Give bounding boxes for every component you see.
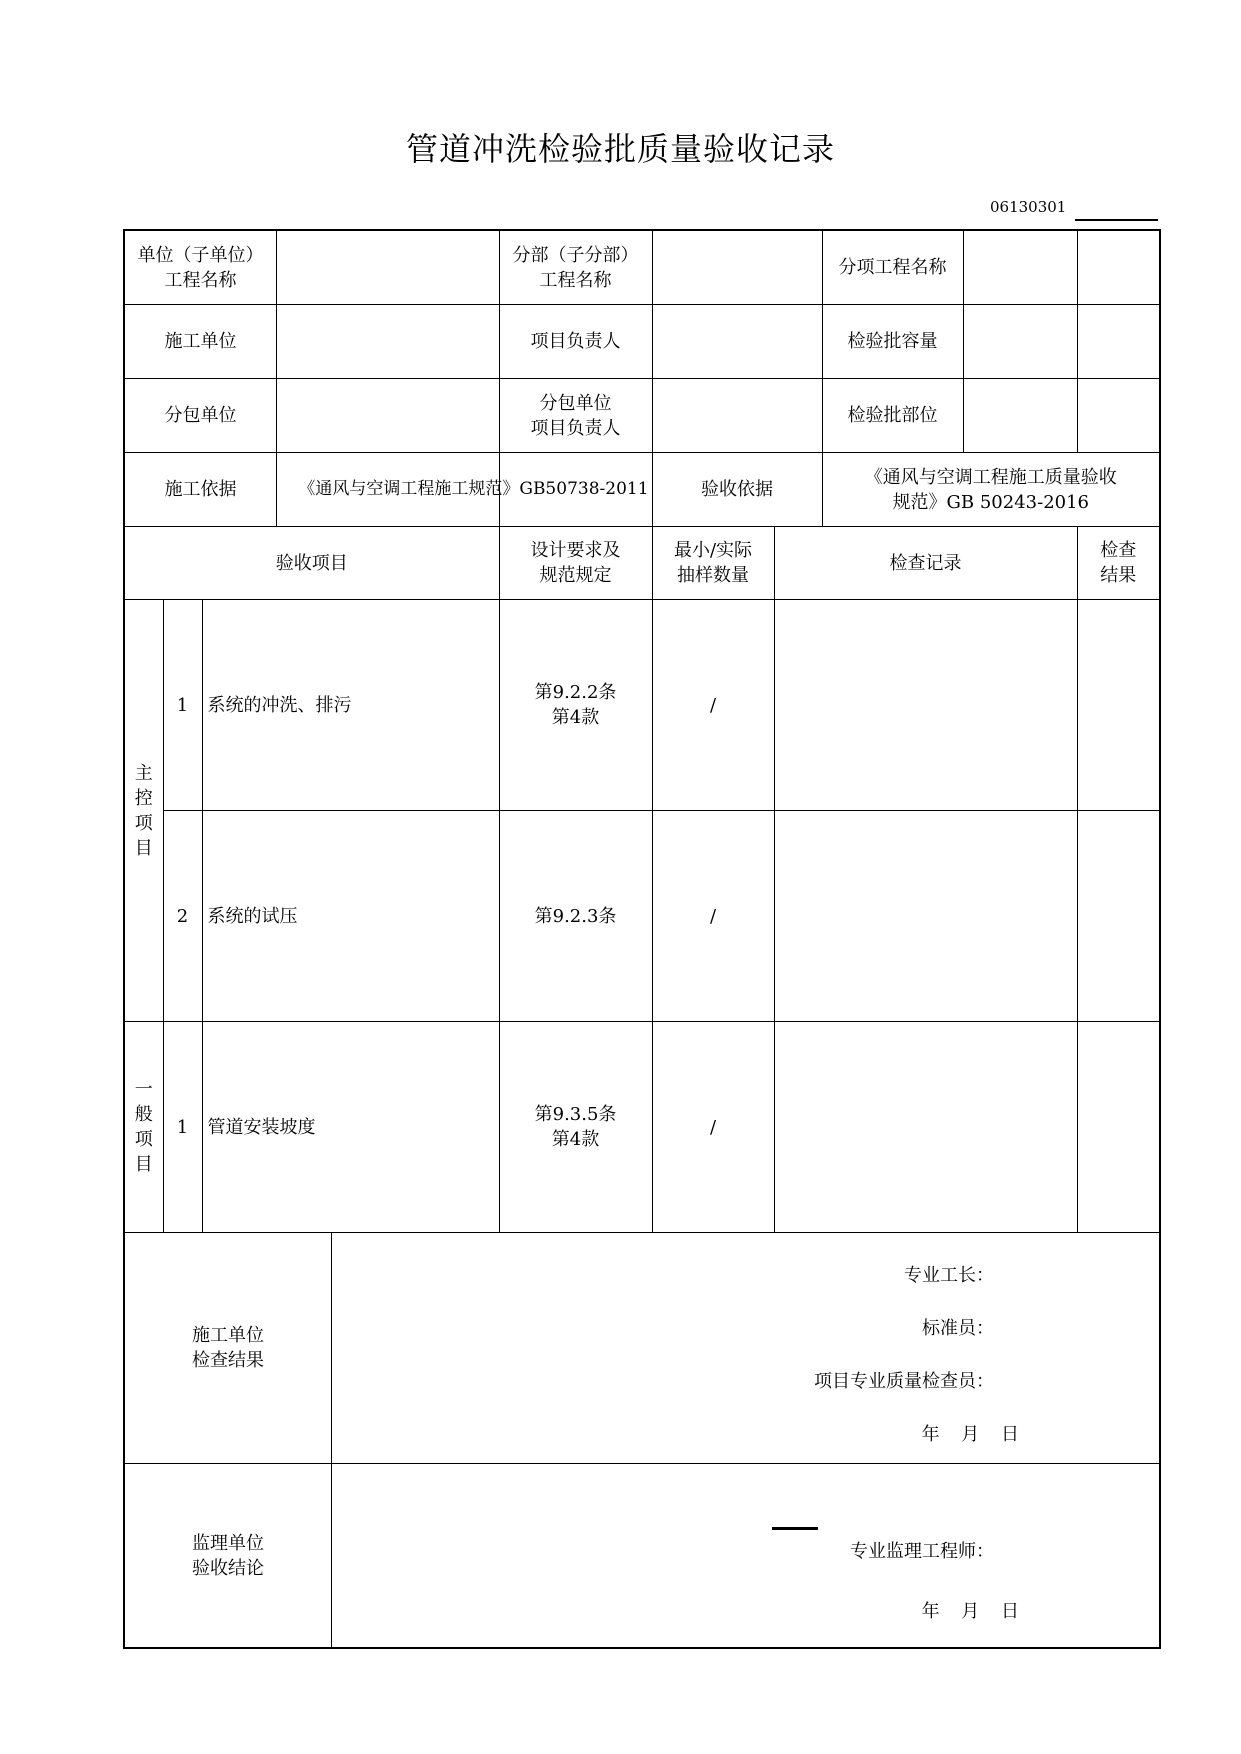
col-item: 验收项目 — [124, 527, 499, 600]
batch-location-label: 检验批部位 — [822, 379, 1077, 453]
col-record: 检查记录 — [774, 527, 1077, 600]
batch-location-value[interactable] — [1077, 379, 1160, 453]
main-item-row — [124, 811, 1160, 1022]
col-design: 设计要求及 规范规定 — [499, 527, 652, 600]
main-item-row — [124, 600, 1160, 811]
item-number: 2 — [163, 811, 202, 1022]
item-sample[interactable]: / — [652, 600, 774, 811]
construction-basis-value: 《通风与空调工程施工规范》GB50738-2011 — [276, 453, 499, 526]
foreman-signature: 专业工长： — [904, 1265, 995, 1286]
supervising-engineer-signature: 专业监理工程师： — [850, 1541, 995, 1562]
batch-capacity-value-left — [963, 305, 1077, 378]
batch-location-value-left — [963, 379, 1077, 452]
standard-officer-signature: 标准员： — [922, 1318, 995, 1339]
contractor-check-body[interactable] — [331, 1233, 1159, 1463]
item-name: 管道安装坡度 — [202, 1022, 499, 1233]
form-code: 06130301 — [990, 198, 1067, 216]
header-row-subcontractor — [124, 379, 1160, 453]
contractor-check-label: 施工单位 检查结果 — [192, 1325, 264, 1371]
pm-value[interactable] — [652, 305, 822, 379]
subitem-name-value[interactable] — [1077, 230, 1160, 305]
supervisor-date: 年 月 日 — [921, 1601, 1020, 1622]
division-name-value[interactable] — [652, 230, 822, 305]
contractor-check-cell — [124, 1233, 1160, 1464]
inspection-form-table — [123, 229, 1161, 1649]
header-row-basis — [124, 453, 1160, 527]
batch-capacity-value[interactable] — [1077, 305, 1160, 379]
subcontractor-value[interactable] — [276, 379, 499, 452]
quality-inspector-signature: 项目专业质量检查员： — [814, 1371, 995, 1392]
item-number: 1 — [163, 1022, 202, 1233]
header-row-project — [124, 230, 1160, 305]
page-title: 管道冲洗检验批质量验收记录 — [405, 130, 835, 168]
division-name-label: 分部（子分部） 工程名称 — [499, 230, 652, 305]
acceptance-basis-label: 验收依据 — [652, 453, 822, 527]
supervisor-conclusion-body[interactable] — [331, 1464, 1159, 1647]
item-result[interactable] — [1077, 600, 1160, 811]
acceptance-basis-value: 《通风与空调工程施工质量验收 规范》GB 50243-2016 — [822, 453, 1160, 527]
item-number: 1 — [163, 600, 202, 811]
sub-pm-label: 分包单位 项目负责人 — [499, 379, 652, 453]
main-items-label: 主 控 项 目 — [124, 600, 163, 1022]
contractor-value[interactable] — [276, 305, 499, 378]
item-sample[interactable]: / — [652, 811, 774, 1022]
subitem-name-value-left — [963, 231, 1077, 304]
dash-mark — [772, 1527, 818, 1530]
contractor-label: 施工单位 — [124, 305, 499, 379]
col-sample: 最小/实际 抽样数量 — [652, 527, 774, 600]
col-result: 检查 结果 — [1077, 527, 1160, 600]
item-result[interactable] — [1077, 1022, 1160, 1233]
sub-pm-value[interactable] — [652, 379, 822, 453]
batch-capacity-label: 检验批容量 — [822, 305, 1077, 379]
contractor-check-row — [124, 1233, 1160, 1464]
item-spec: 第9.2.3条 — [499, 811, 652, 1022]
item-record[interactable] — [774, 600, 1077, 811]
form-code-underline — [1075, 219, 1158, 221]
item-result[interactable] — [1077, 811, 1160, 1022]
subitem-name-label: 分项工程名称 — [822, 230, 1077, 305]
pm-label: 项目负责人 — [499, 305, 652, 379]
item-name: 系统的冲洗、排污 — [202, 600, 499, 811]
unit-name-label: 单位（子单位） 工程名称 — [124, 230, 499, 305]
item-record[interactable] — [774, 811, 1077, 1022]
column-header-row — [124, 527, 1160, 600]
header-row-contractor — [124, 305, 1160, 379]
item-spec: 第9.2.2条 第4款 — [499, 600, 652, 811]
general-item-row — [124, 1022, 1160, 1233]
item-sample[interactable]: / — [652, 1022, 774, 1233]
supervisor-conclusion-row — [124, 1464, 1160, 1649]
item-spec: 第9.3.5条 第4款 — [499, 1022, 652, 1233]
contractor-date: 年 月 日 — [921, 1424, 1020, 1445]
supervisor-conclusion-cell — [124, 1464, 1160, 1649]
subcontractor-label: 分包单位 — [124, 379, 499, 453]
unit-name-value[interactable] — [276, 231, 499, 304]
general-items-label: 一 般 项 目 — [124, 1022, 163, 1233]
construction-basis-label: 施工依据 《通风与空调工程施工规范》GB50738-2011 — [124, 453, 499, 527]
item-record[interactable] — [774, 1022, 1077, 1233]
supervisor-conclusion-label: 监理单位 验收结论 — [192, 1532, 264, 1579]
item-name: 系统的试压 — [202, 811, 499, 1022]
